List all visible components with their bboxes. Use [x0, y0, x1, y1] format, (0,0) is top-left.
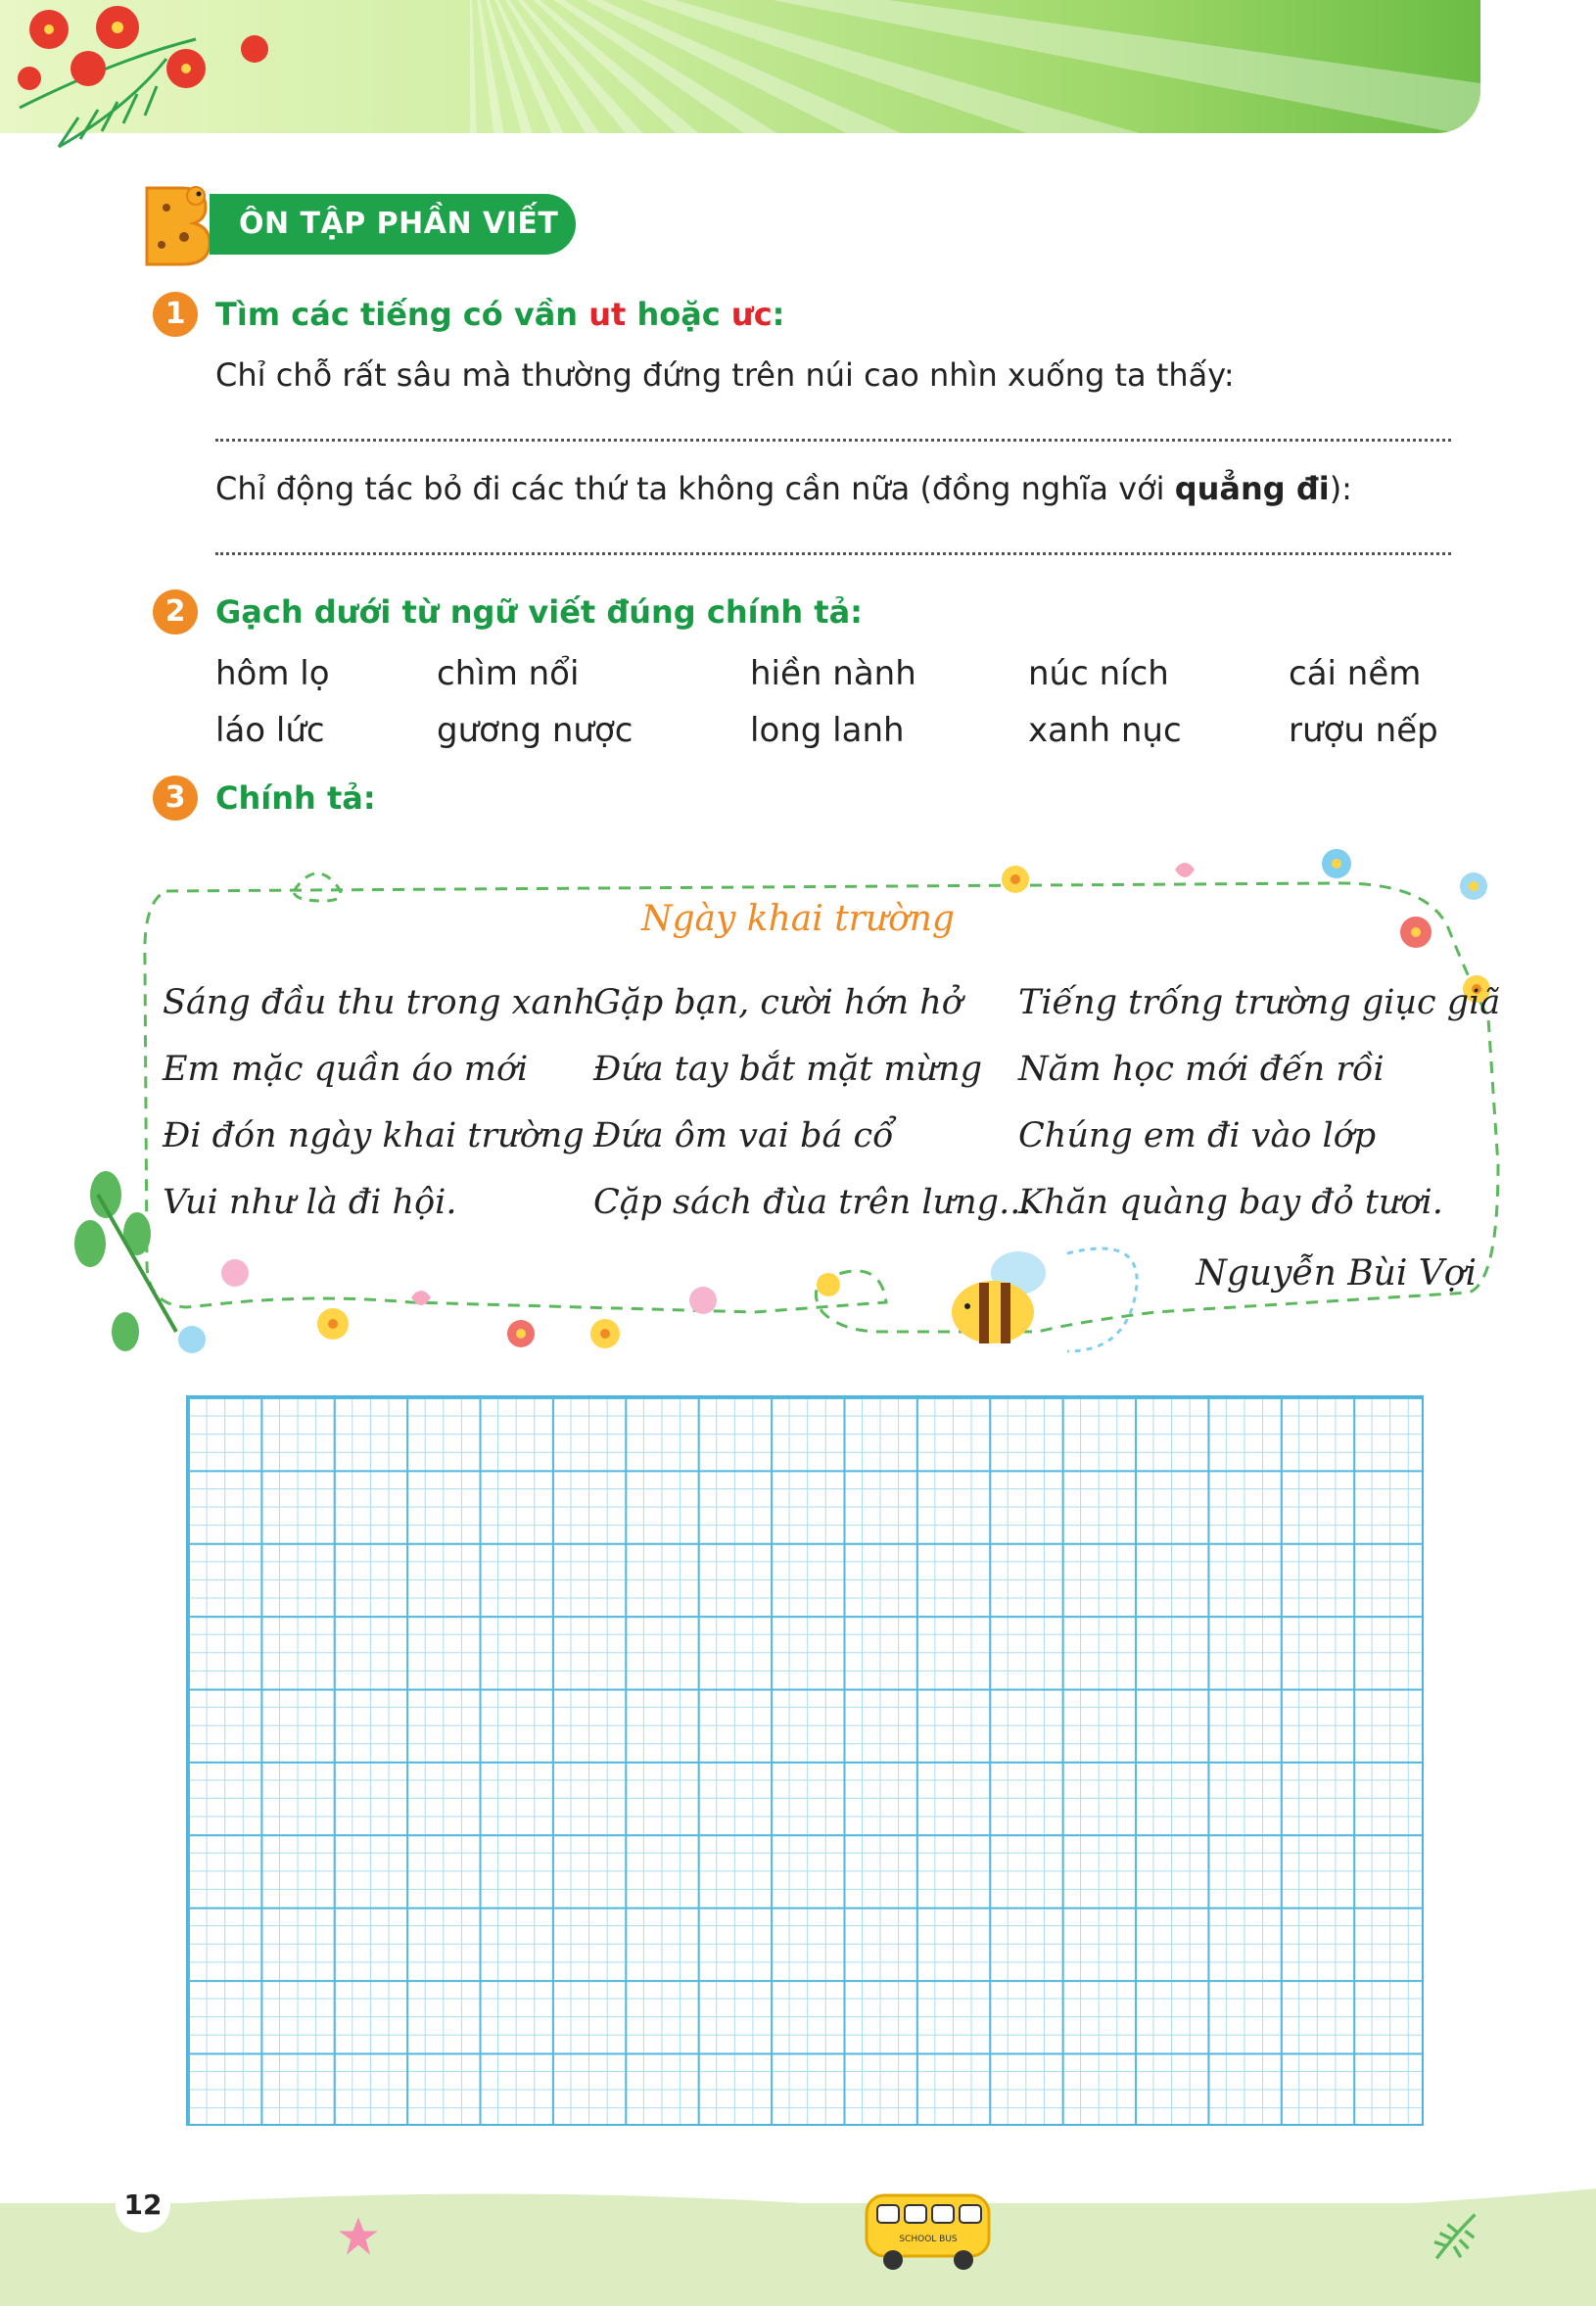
q1-prompt-1: Chỉ chỗ rất sâu mà thường đứng trên núi cao nhìn xuống ta thấy:: [215, 356, 1235, 394]
banner-rays: [470, 0, 1480, 133]
question-1-title: [215, 296, 784, 333]
word-option[interactable]: gương nược: [437, 711, 634, 750]
handwriting-grid[interactable]: [186, 1395, 1424, 2126]
bus-label: SCHOOL BUS: [899, 2235, 958, 2244]
word-option[interactable]: xanh nục: [1028, 711, 1182, 750]
footer-wave: [0, 2179, 1596, 2237]
leaf-branch-decoration: [74, 1171, 176, 1351]
poem-line: Đứa ôm vai bá cổ: [593, 1116, 894, 1155]
q1-title-suffix: :: [772, 296, 785, 333]
poem-line: Khăn quàng bay đỏ tươi.: [1018, 1183, 1443, 1222]
poem-line: Em mặc quần áo mới: [163, 1050, 529, 1089]
flower-branch-decoration: [0, 0, 313, 186]
poem-line: Gặp bạn, cười hớn hở: [593, 983, 962, 1022]
question-3-title: Chính tả:: [215, 779, 376, 817]
rhyme-uc: ưc: [730, 296, 773, 333]
page-number: 12: [116, 2178, 170, 2233]
word-option[interactable]: hôm lọ: [215, 654, 330, 693]
q1-title-prefix: Tìm các tiếng có vần: [215, 296, 579, 333]
q1-prompt-2: [215, 470, 1352, 507]
poem-line: Chúng em đi vào lớp: [1018, 1116, 1377, 1155]
poem-line: Cặp sách đùa trên lưng...: [593, 1183, 1032, 1222]
poem-line: Đứa tay bắt mặt mừng: [593, 1050, 982, 1089]
question-number-3: 3: [153, 776, 198, 821]
poem-line: Vui như là đi hội.: [163, 1183, 457, 1222]
word-option[interactable]: láo lức: [215, 711, 325, 750]
star-icon: [337, 2215, 380, 2258]
rhyme-ut: ut: [588, 296, 627, 333]
poem-line: Sáng đầu thu trong xanh: [163, 983, 596, 1022]
poem-line: Đi đón ngày khai trường: [163, 1116, 585, 1155]
answer-line-2[interactable]: [215, 552, 1451, 555]
word-option[interactable]: núc ních: [1028, 654, 1169, 693]
q1-prompt-2-suffix: ):: [1329, 470, 1352, 507]
question-2-title: Gạch dưới từ ngữ viết đúng chính tả:: [215, 593, 863, 631]
palm-leaf-icon: [1426, 2209, 1480, 2264]
bee-decoration: [952, 1248, 1137, 1351]
poem-author: Nguyễn Bùi Vợi: [1196, 1253, 1477, 1294]
letter-b-giraffe-icon: [137, 178, 215, 266]
word-option[interactable]: cái nềm: [1289, 654, 1422, 693]
answer-line-1[interactable]: [215, 439, 1451, 442]
q1-connector: hoặc: [636, 296, 721, 333]
poem-title: Ngày khai trường: [641, 899, 955, 939]
question-number-1: 1: [153, 292, 198, 337]
poem-line: Năm học mới đến rồi: [1018, 1050, 1385, 1089]
q1-prompt-2-bold: quẳng đi: [1174, 470, 1330, 507]
school-bus-icon: [862, 2188, 999, 2276]
section-title: ÔN TẬP PHẦN VIẾT: [210, 194, 576, 255]
word-option[interactable]: chìm nổi: [437, 654, 580, 693]
question-number-2: 2: [153, 589, 198, 635]
word-option[interactable]: hiền nành: [750, 654, 916, 693]
poem-line: Tiếng trống trường giục giã: [1018, 983, 1501, 1022]
word-option[interactable]: long lanh: [750, 711, 905, 750]
word-option[interactable]: rượu nếp: [1289, 711, 1438, 750]
q1-prompt-2-prefix: Chỉ động tác bỏ đi các thứ ta không cần nữa (đồng nghĩa với: [215, 470, 1175, 507]
